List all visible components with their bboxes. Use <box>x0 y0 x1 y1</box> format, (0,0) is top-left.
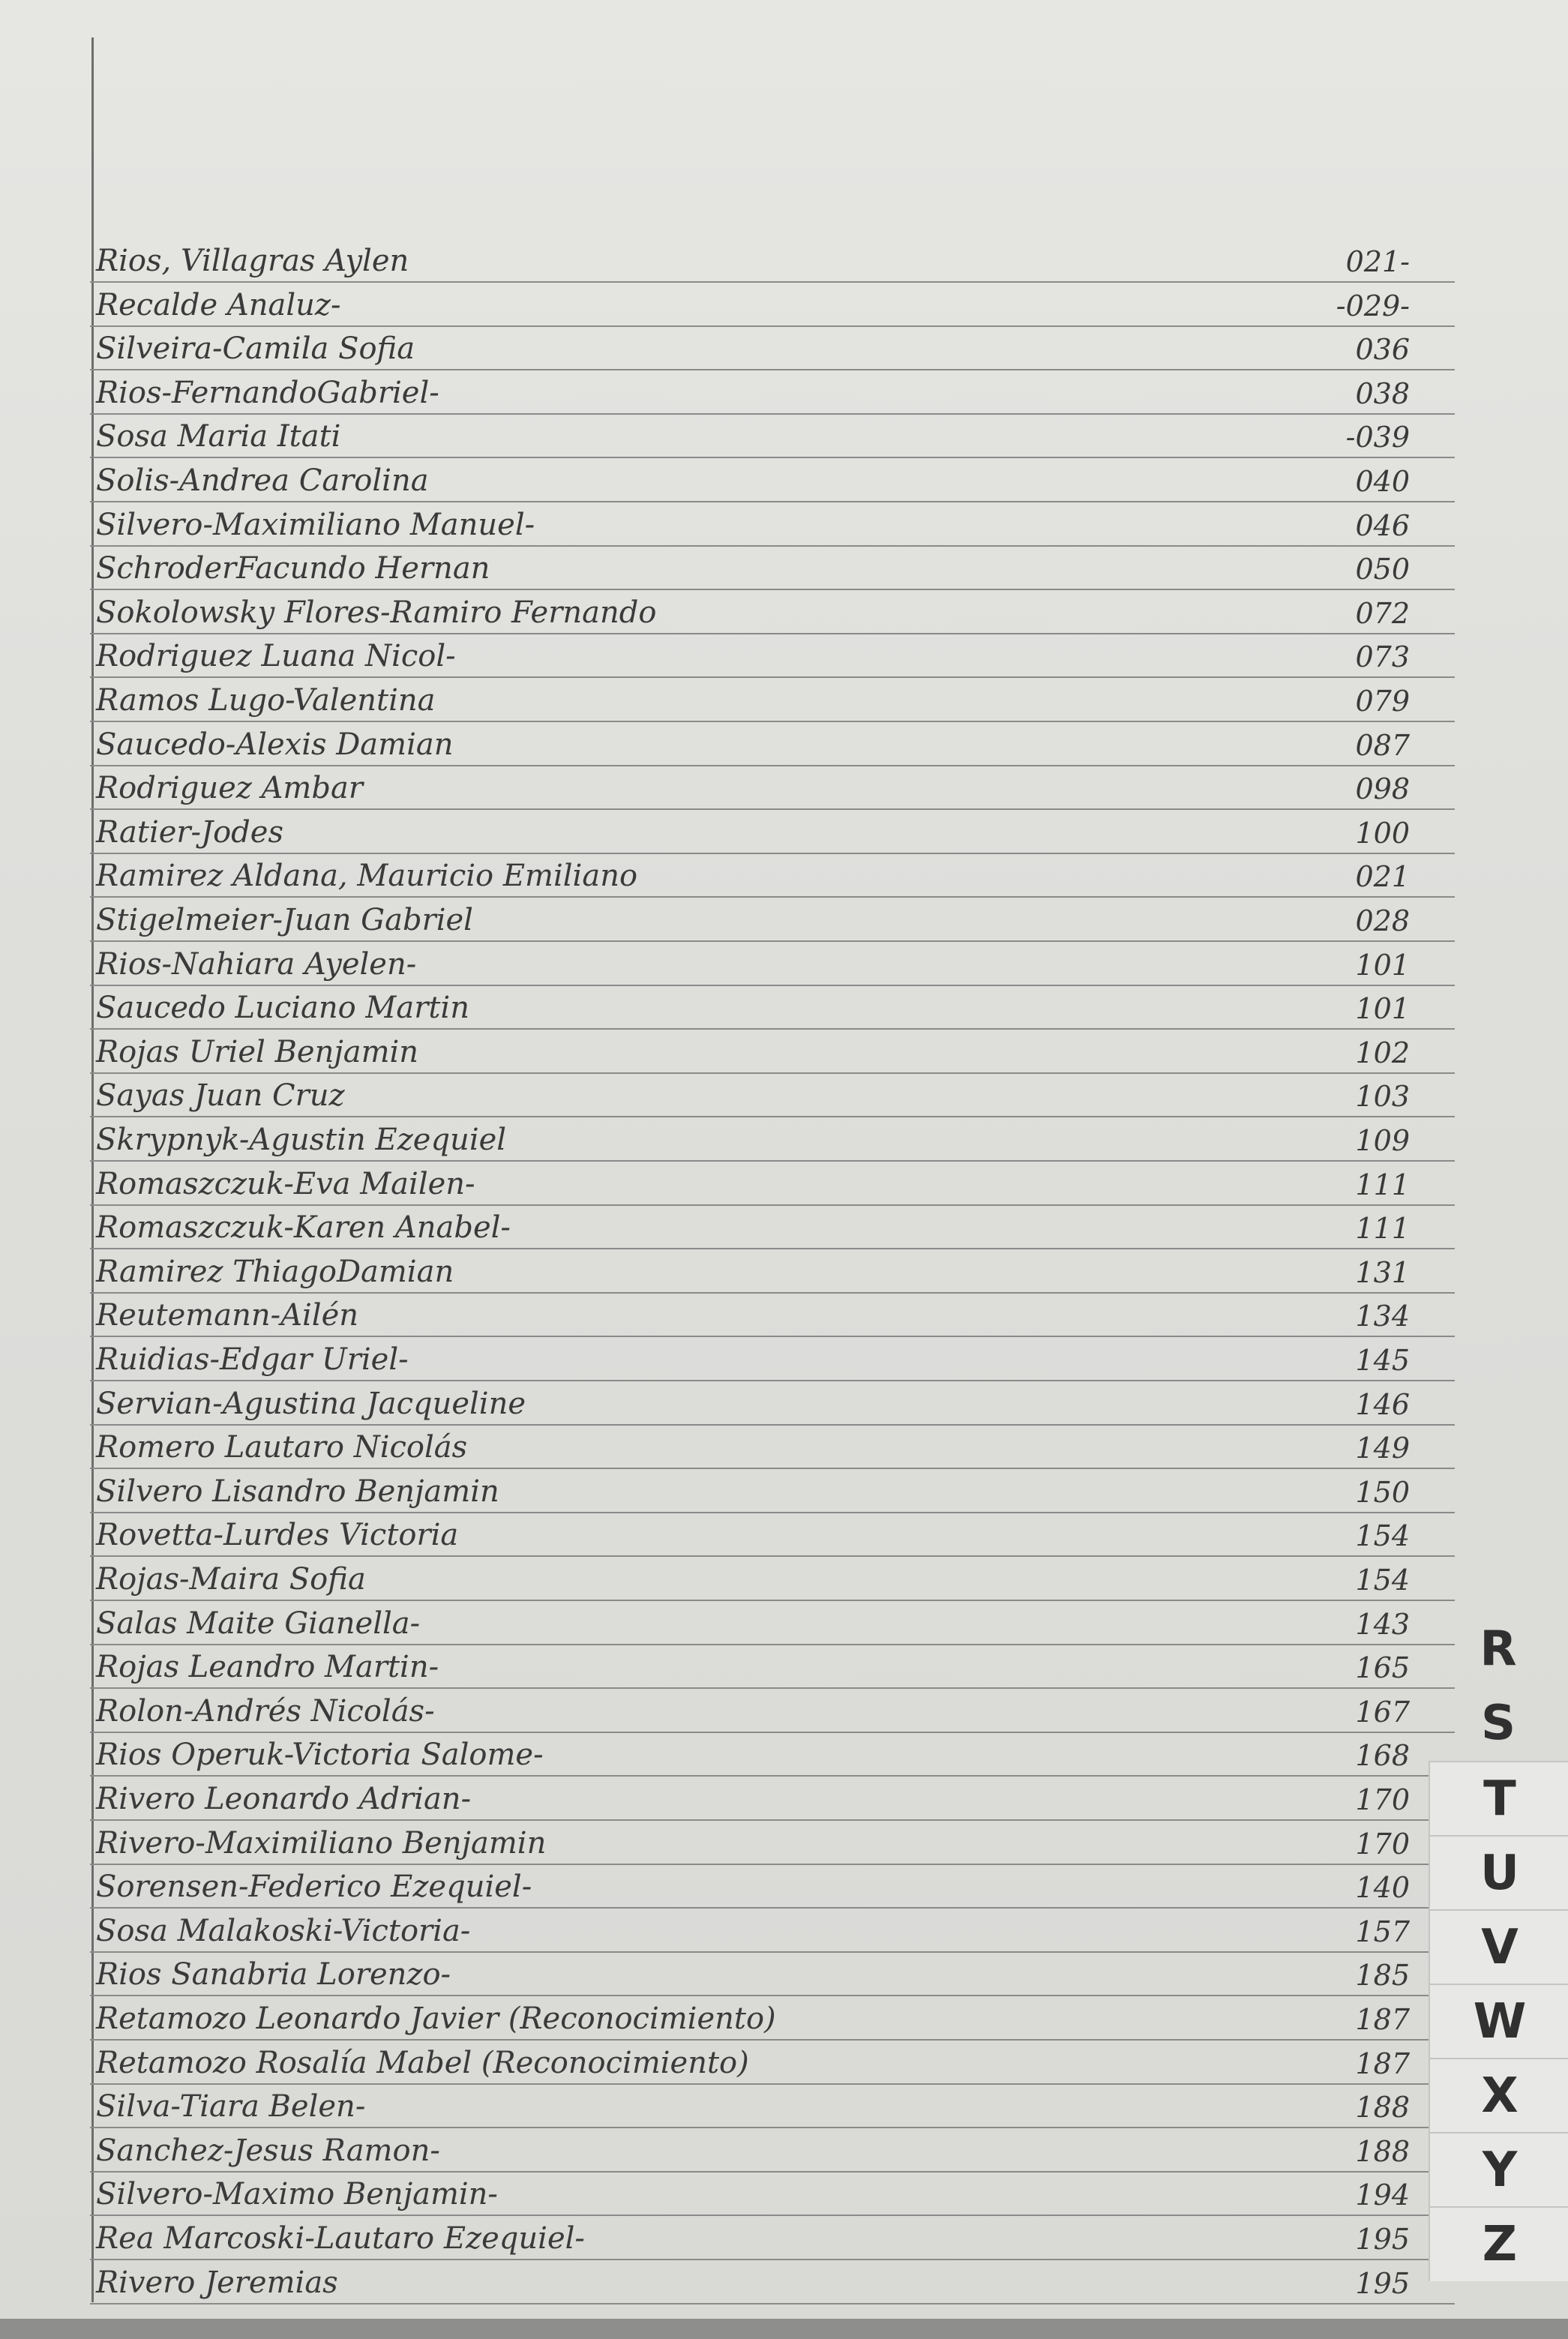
entry-name: Romaszczuk-Karen Anabel- <box>96 1210 511 1246</box>
entry-number: 028 <box>1355 904 1410 937</box>
entry-name: Rios Sanabria Lorenzo- <box>96 1957 451 1993</box>
entry-number: 101 <box>1355 992 1410 1026</box>
index-tab-s[interactable]: S <box>1480 1696 1516 1751</box>
entry-name: Retamozo Rosalía Mabel (Reconocimiento) <box>96 2045 749 2080</box>
entry-name: Sorensen-Federico Ezequiel- <box>96 1870 532 1905</box>
entry-number: 036 <box>1355 333 1410 367</box>
ledger-row <box>90 941 1455 986</box>
entry-name: Rivero-Maximiliano Benjamin <box>96 1825 547 1861</box>
ledger-row <box>90 1600 1455 1645</box>
entry-number: 140 <box>1355 1871 1410 1905</box>
entry-name: Recalde Analuz- <box>96 287 341 322</box>
entry-name: Silvero-Maximiliano Manuel- <box>96 507 535 542</box>
ledger-row <box>90 633 1455 678</box>
entry-name: Romero Lautaro Nicolás <box>96 1430 468 1465</box>
entry-number: 072 <box>1355 596 1410 630</box>
entry-number: 038 <box>1355 376 1410 410</box>
entry-name: Reutemann-Ailén <box>96 1298 359 1333</box>
ledger-row <box>90 502 1455 547</box>
ledger-row <box>90 1996 1455 2041</box>
entry-number: 146 <box>1355 1387 1410 1421</box>
entry-number: 073 <box>1355 640 1410 674</box>
entry-name: Saucedo Luciano Martin <box>96 991 469 1026</box>
ledger-row <box>90 1029 1455 1074</box>
entry-name: Stigelmeier-Juan Gabriel <box>96 903 473 937</box>
entry-name: Ramirez Aldana, Mauricio Emiliano <box>96 859 638 894</box>
entry-name: Rios, Villagras Aylen <box>96 244 409 278</box>
ledger-row <box>90 2215 1455 2260</box>
ledger-row <box>90 721 1455 766</box>
ledger-row <box>90 1820 1455 1865</box>
ledger-row <box>90 1204 1455 1249</box>
entry-number: 195 <box>1355 2223 1410 2256</box>
index-tab-v[interactable]: V <box>1429 1909 1568 1984</box>
entry-name: Ramirez ThiagoDamian <box>96 1254 454 1289</box>
entry-name: Rojas Uriel Benjamin <box>96 1034 419 1069</box>
ledger-row <box>90 457 1455 502</box>
entry-number: 046 <box>1355 508 1410 542</box>
ledger-row <box>90 1161 1455 1206</box>
ledger-row <box>90 853 1455 898</box>
entry-name: SchroderFacundo Hernan <box>96 551 490 586</box>
entry-number: 187 <box>1355 2047 1410 2080</box>
entry-name: Sokolowsky Flores-Ramiro Fernando <box>96 595 657 630</box>
entry-number: 188 <box>1355 2134 1410 2168</box>
ledger-row <box>90 325 1455 370</box>
ledger-row <box>90 985 1455 1030</box>
index-tab-x[interactable]: X <box>1429 2058 1568 2133</box>
ledger-row <box>90 1951 1455 1996</box>
entry-number: 185 <box>1355 1959 1410 1993</box>
entry-number: 100 <box>1355 816 1410 850</box>
entry-name: Retamozo Leonardo Javier (Reconocimiento) <box>96 2002 776 2036</box>
entry-name: Sosa Malakoski-Victoria- <box>96 1913 471 1948</box>
ledger-row <box>90 2260 1455 2305</box>
ledger-row <box>90 1117 1455 1162</box>
entry-number: 145 <box>1355 1344 1410 1377</box>
ledger-row <box>90 765 1455 810</box>
entry-name: Rodriguez Luana Nicol- <box>96 639 456 674</box>
ledger-row <box>90 1732 1455 1777</box>
alphabet-index-tabs <box>1429 1612 1568 2287</box>
entry-number: 134 <box>1355 1300 1410 1333</box>
ledger-row <box>90 897 1455 942</box>
ledger-row <box>90 1424 1455 1469</box>
ledger-row <box>90 1512 1455 1557</box>
entry-number: 187 <box>1355 2003 1410 2036</box>
entry-name: Silva-Tiara Belen- <box>96 2089 366 2125</box>
ledger-row <box>90 2040 1455 2085</box>
entry-number: 079 <box>1355 685 1410 718</box>
entry-number: 131 <box>1355 1255 1410 1289</box>
ledger-row <box>90 1556 1455 1601</box>
index-tab-z[interactable]: Z <box>1429 2206 1568 2281</box>
entry-name: Silveira-Camila Sofia <box>96 331 415 367</box>
entry-name: Saucedo-Alexis Damian <box>96 727 454 762</box>
entry-number: 087 <box>1355 728 1410 762</box>
entry-number: 111 <box>1355 1168 1410 1201</box>
entry-number: 149 <box>1355 1432 1410 1465</box>
entry-name: Romaszczuk-Eva Mailen- <box>96 1166 475 1201</box>
entry-name: Rios Operuk-Victoria Salome- <box>96 1738 544 1773</box>
ledger-row <box>90 677 1455 722</box>
entry-number: 021 <box>1355 860 1410 894</box>
entry-number: 170 <box>1355 1783 1410 1816</box>
ledger-row <box>90 1072 1455 1117</box>
entry-name: Sanchez-Jesus Ramon- <box>96 2133 440 2168</box>
entry-name: Salas Maite Gianella- <box>96 1606 421 1641</box>
entry-name: Rodriguez Ambar <box>96 771 363 806</box>
ledger-row <box>90 1644 1455 1689</box>
ledger-row <box>90 589 1455 634</box>
entry-number: 111 <box>1355 1212 1410 1246</box>
entry-name: Rivero Leonardo Adrian- <box>96 1782 472 1816</box>
entry-name: Rovetta-Lurdes Victoria <box>96 1518 459 1553</box>
entry-number: 102 <box>1355 1036 1410 1069</box>
entry-number: 170 <box>1355 1827 1410 1861</box>
entry-number: 101 <box>1355 948 1410 982</box>
entry-name: Solis-Andrea Carolina <box>96 463 429 498</box>
ledger-row <box>90 282 1455 327</box>
entry-number: 167 <box>1355 1695 1410 1729</box>
ledger-row <box>90 370 1455 415</box>
entry-name: Rivero Jeremias <box>96 2265 338 2300</box>
entry-name: Rojas-Maira Sofia <box>96 1562 366 1597</box>
entry-number: 150 <box>1355 1475 1410 1509</box>
index-tab-t[interactable]: T <box>1429 1761 1568 1836</box>
entry-name: Rojas Leandro Martin- <box>96 1650 439 1685</box>
ledger-row <box>90 1292 1455 1337</box>
entry-name: Ruidias-Edgar Uriel- <box>96 1342 409 1377</box>
entry-name: Servian-Agustina Jacqueline <box>96 1386 526 1421</box>
entry-number: 165 <box>1355 1651 1410 1685</box>
ledger-row <box>90 545 1455 590</box>
entry-number: 098 <box>1355 772 1410 806</box>
ledger-row <box>90 1381 1455 1426</box>
entry-name: Sayas Juan Cruz <box>96 1078 345 1114</box>
index-tab-y[interactable]: Y <box>1429 2132 1568 2207</box>
entry-number: 195 <box>1355 2266 1410 2300</box>
index-tab-r[interactable]: R <box>1480 1621 1517 1677</box>
entry-name: Rios-Nahiara Ayelen- <box>96 946 417 982</box>
entry-name: Rios-FernandoGabriel- <box>96 375 439 410</box>
ledger-row <box>90 238 1455 283</box>
index-tab-w[interactable]: W <box>1429 1984 1568 2059</box>
entry-name: Ratier-Jodes <box>96 814 283 850</box>
entry-number: 188 <box>1355 2091 1410 2125</box>
ledger-row <box>90 1468 1455 1513</box>
entry-name: Silvero-Maximo Benjamin- <box>96 2177 498 2212</box>
ledger-row <box>90 809 1455 854</box>
index-tab-u[interactable]: U <box>1429 1835 1568 1910</box>
entry-name: Silvero Lisandro Benjamin <box>96 1474 499 1509</box>
entry-number: 103 <box>1355 1080 1410 1114</box>
ledger-row <box>90 1688 1455 1733</box>
entry-number: 040 <box>1355 465 1410 498</box>
entry-name: Rea Marcoski-Lautaro Ezequiel- <box>96 2221 585 2256</box>
entry-name: Sosa Maria Itati <box>96 419 341 454</box>
ledger-row <box>90 1908 1455 1953</box>
entry-number: 194 <box>1355 2179 1410 2212</box>
entry-number: 021- <box>1345 245 1410 278</box>
entry-number: 050 <box>1355 553 1410 586</box>
entry-number: 154 <box>1355 1564 1410 1597</box>
ledger-row <box>90 413 1455 458</box>
entry-number: -039 <box>1345 421 1410 454</box>
entry-number: 143 <box>1355 1607 1410 1641</box>
ledger-row <box>90 1249 1455 1294</box>
entry-name: Ramos Lugo-Valentina <box>96 683 436 718</box>
entry-number: 168 <box>1355 1739 1410 1773</box>
ledger-row <box>90 1864 1455 1909</box>
ledger-row <box>90 1336 1455 1381</box>
entry-number: 157 <box>1355 1915 1410 1948</box>
entry-name: Skrypnyk-Agustin Ezequiel <box>96 1123 507 1157</box>
entry-name: Rolon-Andrés Nicolás- <box>96 1693 435 1729</box>
ledger-row <box>90 1776 1455 1821</box>
entry-number: 109 <box>1355 1124 1410 1157</box>
page-bottom-edge <box>0 2319 1568 2339</box>
entry-number: 154 <box>1355 1519 1410 1553</box>
entry-number: -029- <box>1336 289 1410 322</box>
ledger-row <box>90 2083 1455 2128</box>
ledger-row <box>90 2128 1455 2173</box>
ledger-row <box>90 2171 1455 2216</box>
